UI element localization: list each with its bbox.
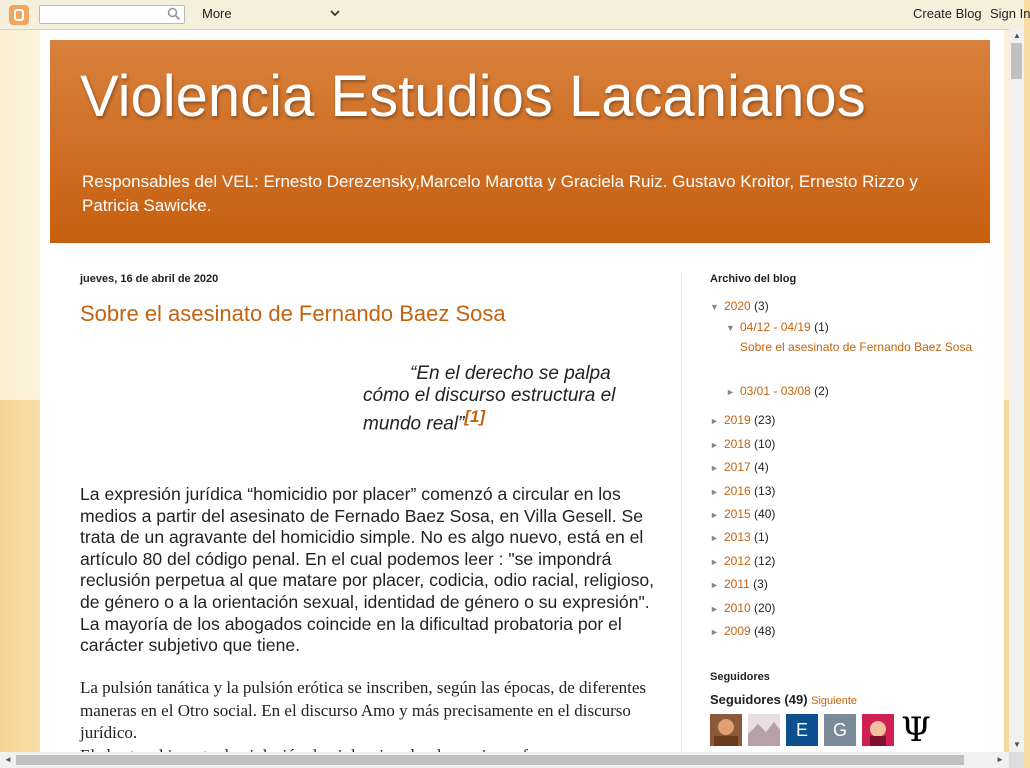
archive-year-2012[interactable] bbox=[710, 554, 775, 568]
follower-avatar[interactable]: Ψ bbox=[901, 710, 931, 750]
triangle-right-icon[interactable]: ► bbox=[710, 510, 719, 520]
post-paragraph: La expresión jurídica “homicidio por placer” comenzó a circular en los medios a partir del asesinato de Fernado Baez Sosa, en Villa Gesell. Se trata de un agravante del homicidio simple. No es algo nuevo, está en el artículo 80 del código penal. En el cual podemos leer : "se impondrá reclusión perpetua al que matare por placer, codicia, odio racial, religioso, de género o a la orientación sexual, identidad de género o su expresión". La mayoría de los abogados coincide en la dificultad probatoria por el carácter subjetivo que tiene. bbox=[80, 484, 655, 656]
archive-year-link[interactable]: 2012 bbox=[724, 554, 751, 568]
archive-count: (4) bbox=[754, 460, 769, 474]
archive-count: (1) bbox=[814, 320, 829, 334]
more-label: More bbox=[202, 6, 232, 21]
archive-year-2009[interactable] bbox=[710, 624, 775, 638]
follow-link[interactable]: Siguiente bbox=[811, 695, 858, 707]
horizontal-scrollbar[interactable] bbox=[0, 752, 1009, 768]
footnote-link[interactable]: [1] bbox=[464, 407, 486, 426]
search-icon[interactable] bbox=[167, 7, 181, 21]
archive-count: (40) bbox=[754, 507, 776, 521]
archive-week-link[interactable]: 03/01 - 03/08 bbox=[740, 384, 811, 398]
triangle-right-icon[interactable]: ► bbox=[726, 387, 735, 397]
archive-year-link[interactable]: 2018 bbox=[724, 437, 751, 451]
scroll-down-icon[interactable]: ▼ bbox=[1013, 740, 1021, 749]
horizontal-scroll-thumb[interactable] bbox=[16, 755, 964, 765]
blogger-navbar bbox=[0, 0, 1030, 30]
archive-year-link[interactable]: 2013 bbox=[724, 530, 751, 544]
scroll-right-icon[interactable]: ► bbox=[996, 755, 1004, 764]
search-input[interactable] bbox=[39, 5, 185, 24]
archive-year-2017[interactable] bbox=[710, 460, 769, 474]
archive-count: (13) bbox=[754, 484, 776, 498]
sign-in-link[interactable]: Sign In bbox=[990, 6, 1030, 21]
column-divider bbox=[681, 273, 682, 768]
follower-avatar[interactable] bbox=[862, 714, 894, 746]
quote-text: “En el derecho se palpa cómo el discurso estructura el mundo real” bbox=[363, 363, 616, 435]
follower-avatar[interactable]: E bbox=[786, 714, 818, 746]
archive-year-link[interactable]: 2019 bbox=[724, 413, 751, 427]
triangle-right-icon[interactable]: ► bbox=[710, 627, 719, 637]
archive-year-link[interactable]: 2010 bbox=[724, 601, 751, 615]
archive-count: (3) bbox=[754, 299, 769, 313]
archive-post-link[interactable]: Sobre el asesinato de Fernando Baez Sosa bbox=[740, 340, 973, 354]
scroll-up-icon[interactable]: ▲ bbox=[1013, 31, 1021, 40]
post-date: jueves, 16 de abril de 2020 bbox=[80, 273, 219, 285]
archive-count: (48) bbox=[754, 624, 776, 638]
archive-count: (2) bbox=[814, 384, 829, 398]
triangle-right-icon[interactable]: ► bbox=[710, 416, 719, 426]
archive-count: (3) bbox=[753, 577, 768, 591]
triangle-right-icon[interactable]: ► bbox=[710, 580, 719, 590]
post-title[interactable]: Sobre el asesinato de Fernando Baez Sosa bbox=[80, 301, 506, 326]
archive-year-2019[interactable] bbox=[710, 413, 775, 427]
create-blog-link[interactable]: Create Blog bbox=[913, 6, 982, 21]
blog-header bbox=[50, 40, 990, 243]
archive-year-2010[interactable] bbox=[710, 601, 775, 615]
archive-week-0301[interactable] bbox=[726, 384, 829, 398]
archive-year-2015[interactable] bbox=[710, 507, 775, 521]
triangle-down-icon[interactable]: ▼ bbox=[710, 302, 719, 312]
archive-year-link[interactable]: 2011 bbox=[724, 577, 750, 591]
archive-year-link[interactable]: 2020 bbox=[724, 299, 751, 313]
archive-year-2016[interactable] bbox=[710, 484, 775, 498]
followers-count bbox=[710, 692, 857, 707]
triangle-right-icon[interactable]: ► bbox=[710, 557, 719, 567]
archive-count: (12) bbox=[754, 554, 776, 568]
follower-avatar[interactable] bbox=[748, 714, 780, 746]
vertical-scroll-thumb[interactable] bbox=[1011, 43, 1022, 79]
archive-year-2020[interactable] bbox=[710, 299, 769, 313]
archive-count: (20) bbox=[754, 601, 776, 615]
blogger-logo-icon[interactable] bbox=[9, 5, 29, 25]
followers-label: Seguidores (49) bbox=[710, 692, 808, 707]
archive-week-0412[interactable] bbox=[726, 320, 829, 334]
archive-heading: Archivo del blog bbox=[710, 273, 797, 285]
follower-avatar[interactable] bbox=[710, 714, 742, 746]
chevron-down-icon bbox=[330, 5, 340, 23]
archive-count: (1) bbox=[754, 530, 769, 544]
follower-avatar[interactable]: G bbox=[824, 714, 856, 746]
archive-count: (23) bbox=[754, 413, 776, 427]
archive-week-link[interactable]: 04/12 - 04/19 bbox=[740, 320, 811, 334]
triangle-right-icon[interactable]: ► bbox=[710, 604, 719, 614]
triangle-right-icon[interactable]: ► bbox=[710, 487, 719, 497]
archive-year-2018[interactable] bbox=[710, 437, 775, 451]
archive-year-2011[interactable] bbox=[710, 577, 768, 591]
triangle-right-icon[interactable]: ► bbox=[710, 440, 719, 450]
content-area bbox=[40, 30, 1004, 768]
blog-title[interactable]: Violencia Estudios Lacanianos bbox=[80, 64, 866, 129]
archive-year-link[interactable]: 2009 bbox=[724, 624, 751, 638]
archive-count: (10) bbox=[754, 437, 776, 451]
post-quote bbox=[363, 363, 653, 435]
archive-year-link[interactable]: 2017 bbox=[724, 460, 751, 474]
triangle-down-icon[interactable]: ▼ bbox=[726, 323, 735, 333]
archive-year-link[interactable]: 2016 bbox=[724, 484, 751, 498]
followers-heading: Seguidores bbox=[710, 671, 770, 683]
vertical-scrollbar[interactable] bbox=[1009, 29, 1024, 752]
post-paragraph-text: La pulsión tanática y la pulsión erótica se inscriben, según las épocas, de diferentes maneras en el Otro social. En el discurso Amo y más precisamente en el discurso jurídico. bbox=[80, 678, 647, 742]
scrollbar-corner bbox=[1009, 752, 1024, 768]
more-dropdown[interactable] bbox=[202, 5, 342, 23]
archive-year-link[interactable]: 2015 bbox=[724, 507, 751, 521]
triangle-right-icon[interactable]: ► bbox=[710, 463, 719, 473]
triangle-right-icon[interactable]: ► bbox=[710, 533, 719, 543]
archive-year-2013[interactable] bbox=[710, 530, 769, 544]
scroll-left-icon[interactable]: ◄ bbox=[4, 755, 12, 764]
blog-description: Responsables del VEL: Ernesto Derezensky,Marcelo Marotta y Graciela Ruiz. Gustavo Kroitor, Ernesto Rizzo y Patricia Sawicke. bbox=[82, 172, 918, 215]
